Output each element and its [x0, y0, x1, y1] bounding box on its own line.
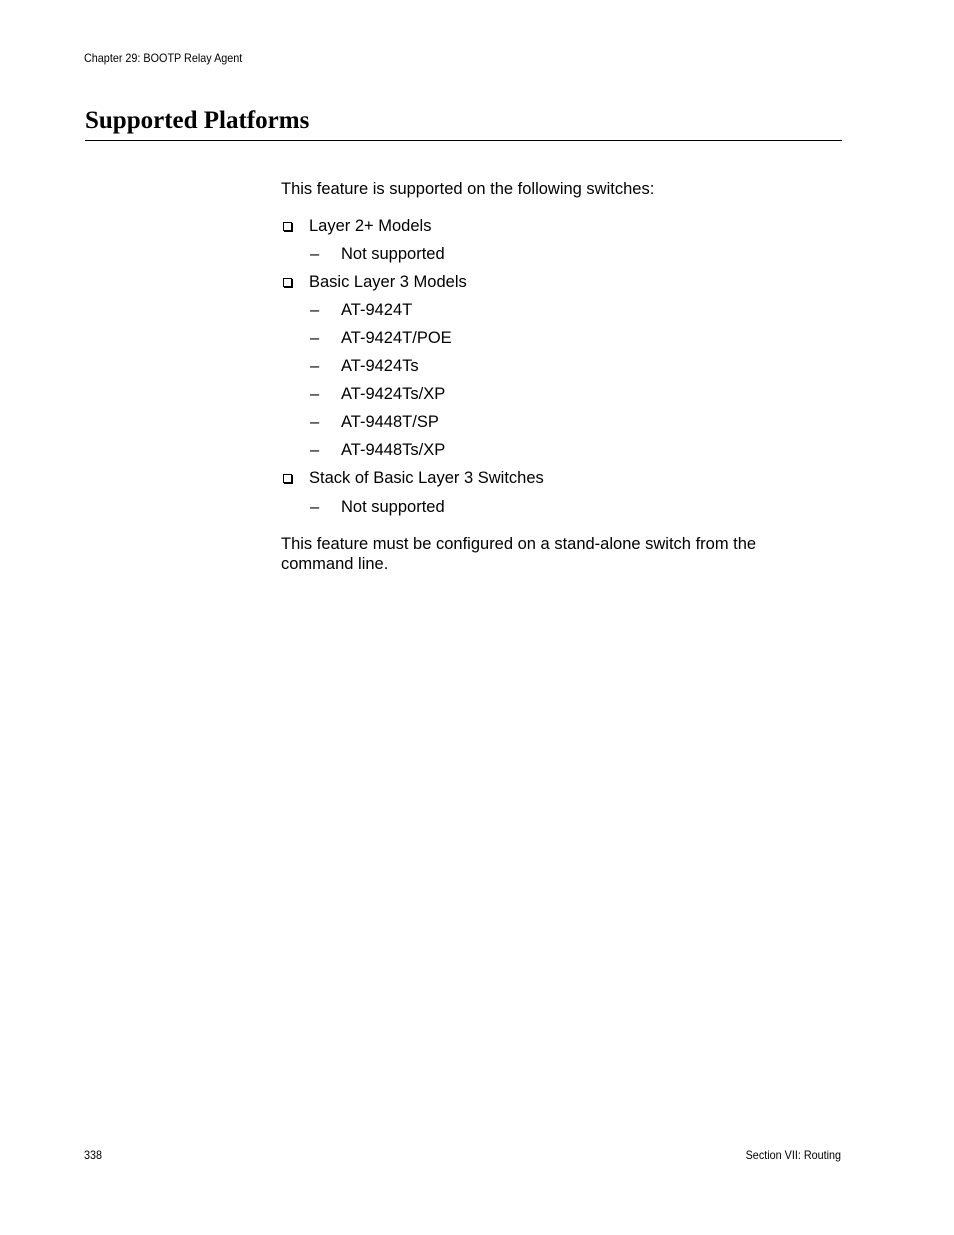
subitem-label: AT-9424T: [341, 301, 413, 319]
subitem-label: Not supported: [341, 498, 445, 516]
running-header: Chapter 29: BOOTP Relay Agent: [84, 51, 243, 65]
running-footer-section: Section VII: Routing: [745, 1148, 841, 1162]
closing-paragraph: [281, 534, 756, 574]
dash-bullet: –: [310, 498, 320, 516]
intro-paragraph: This feature is supported on the following switches:: [281, 180, 655, 198]
dash-bullet: –: [310, 385, 320, 403]
subitem-label: AT-9424Ts/XP: [341, 385, 446, 403]
page-number: 338: [84, 1148, 103, 1162]
dash-bullet: –: [310, 441, 320, 459]
dash-bullet: –: [310, 245, 320, 263]
subitem-label: AT-9448T/SP: [341, 413, 439, 431]
checkbox-bullet-icon: [283, 278, 292, 287]
subitem-label: Not supported: [341, 245, 445, 263]
subitem-label: AT-9448Ts/XP: [341, 441, 446, 459]
subitem-label: AT-9424Ts: [341, 357, 419, 375]
title-rule: [85, 140, 842, 141]
dash-bullet: –: [310, 357, 320, 375]
platform-label: Stack of Basic Layer 3 Switches: [309, 469, 544, 487]
dash-bullet: –: [310, 329, 320, 347]
dash-bullet: –: [310, 301, 320, 319]
closing-line-1: This feature must be configured on a stand-alone switch from the: [281, 535, 757, 553]
checkbox-bullet-icon: [283, 222, 292, 231]
platform-label: Layer 2+ Models: [309, 217, 432, 235]
dash-bullet: –: [310, 413, 320, 431]
checkbox-bullet-icon: [283, 474, 292, 483]
subitem-label: AT-9424T/POE: [341, 329, 452, 347]
section-title: Supported Platforms: [85, 107, 310, 134]
platform-label: Basic Layer 3 Models: [309, 273, 467, 291]
closing-line-2: command line.: [281, 555, 389, 573]
